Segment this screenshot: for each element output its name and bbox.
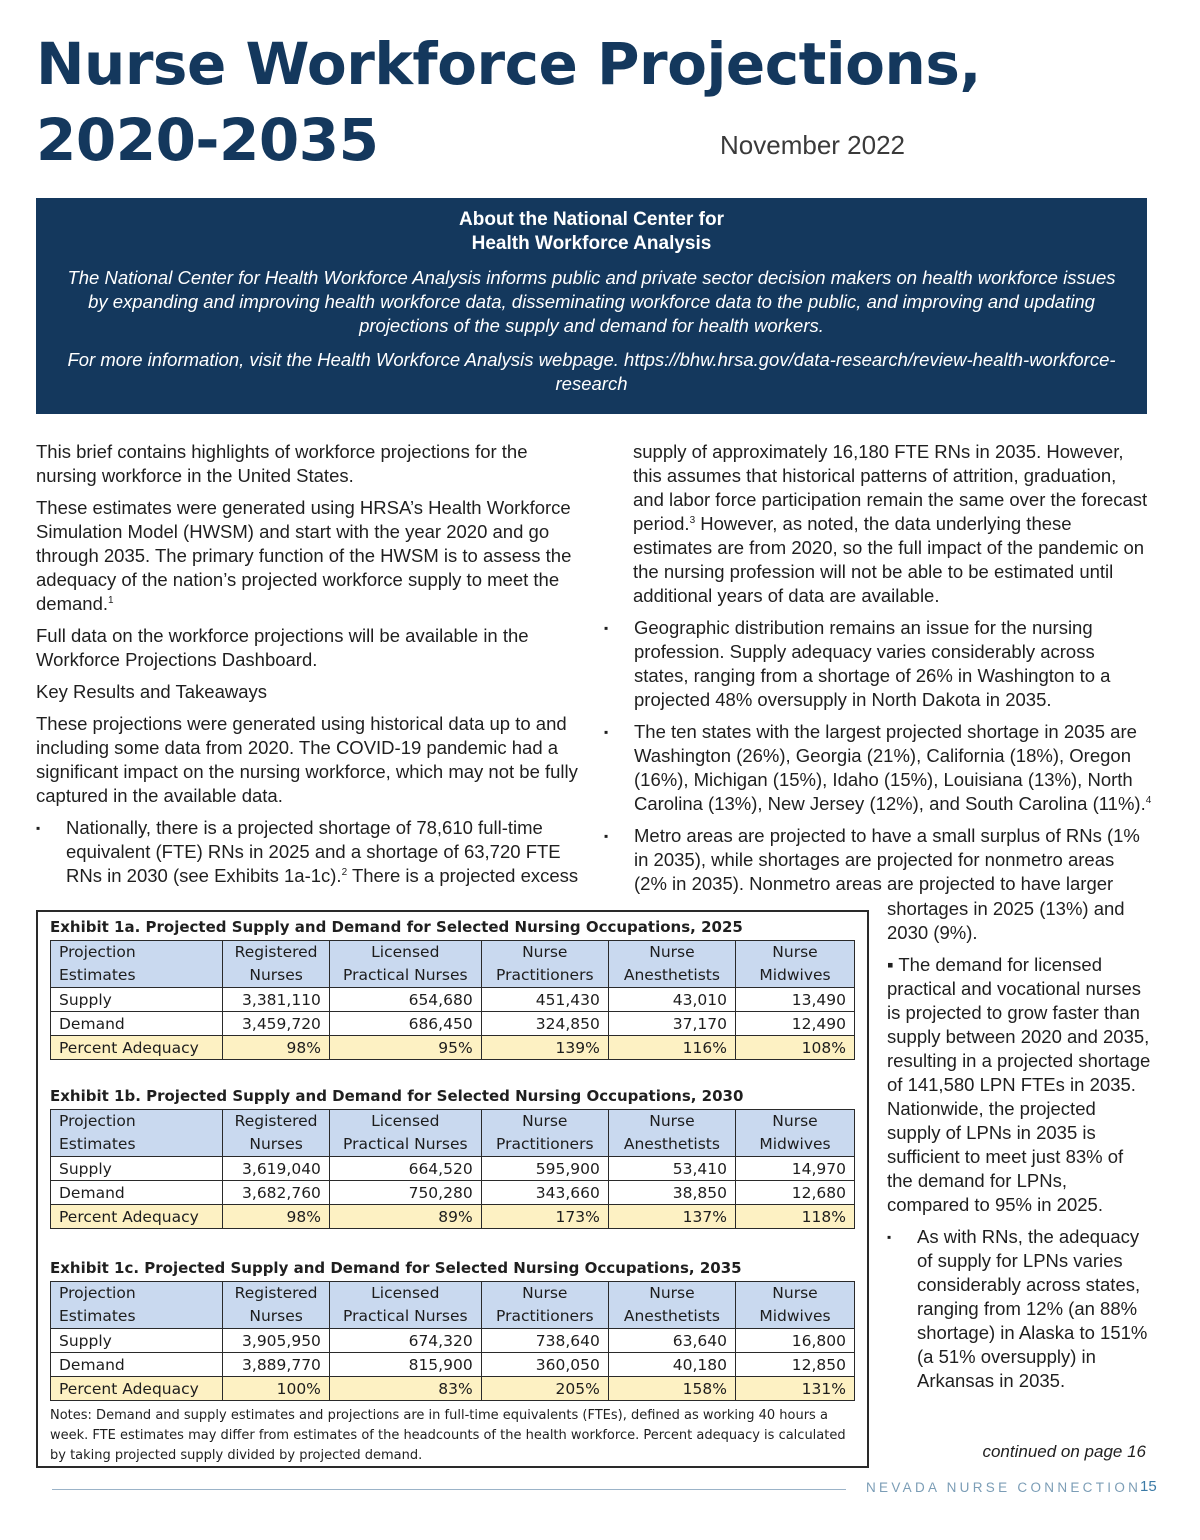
table-cell: 158%: [608, 1377, 735, 1401]
table-cell: 53,410: [608, 1157, 735, 1181]
table-cell: 137%: [608, 1205, 735, 1229]
table-cell: 83%: [329, 1377, 481, 1401]
table-header-row: [51, 1282, 855, 1329]
exhibit-title: Exhibit 1b. Projected Supply and Demand for Selected Nursing Occupations, 2030: [50, 1087, 744, 1105]
publication-date: November 2022: [720, 130, 905, 160]
column-header-line: Projection: [59, 1284, 136, 1302]
column-header: [223, 1282, 330, 1329]
table-cell: 118%: [736, 1205, 855, 1229]
column-header: [329, 1282, 481, 1329]
table-cell: 108%: [736, 1036, 855, 1060]
bullet-text: Nationally, there is a projected shortage of 78,610 full-time equivalent (FTE) RNs in 2025 and a shortage of 63,720 FTE RNs in 2030 (see Exhibits 1a-1c).: [66, 817, 561, 886]
table-cell: 674,320: [329, 1329, 481, 1353]
table-cell: 13,490: [736, 988, 855, 1012]
table-cell: 595,900: [481, 1157, 608, 1181]
column-header-line: Nurse: [649, 1284, 695, 1302]
exhibit-table: [50, 940, 855, 1060]
table-cell: 16,800: [736, 1329, 855, 1353]
nonmetro-cont: shortages in 2025 (13%) and 2030 (9%).: [887, 898, 1125, 943]
list-item: [36, 816, 588, 888]
about-title-line-1: About the National Center for: [459, 209, 724, 230]
title-line-2: 2020-2035: [36, 106, 379, 174]
table-cell: 360,050: [481, 1353, 608, 1377]
column-header: [608, 1282, 735, 1329]
column-header: [736, 1110, 855, 1157]
table-cell: 205%: [481, 1377, 608, 1401]
table-cell: 686,450: [329, 1012, 481, 1036]
table-cell: 12,680: [736, 1181, 855, 1205]
table-row: [51, 1157, 855, 1181]
table-cell: 343,660: [481, 1181, 608, 1205]
column-header-line: Nurse: [772, 943, 818, 961]
exhibit-title: Exhibit 1c. Projected Supply and Demand for Selected Nursing Occupations, 2035: [50, 1259, 742, 1277]
column-header: [51, 1282, 223, 1329]
hwsm-text: These estimates were generated using HRSA’s Health Workforce Simulation Model (HWSM) and start with the year 2020 and go through 2035. The primary function of the HWSM is to assess the adequacy of the nation’s projected workforce supply to meet the demand.: [36, 497, 572, 614]
list-item: ▪ Metro areas are projected to have a small surplus of RNs (1% in 2035), while shortages are projected for nonmetro areas (2% in 2035). Nonmetro areas are projected to have larger: [604, 824, 1152, 896]
bullet-list: [36, 816, 588, 888]
column-header: [608, 941, 735, 988]
continued-paragraph: [604, 440, 1152, 608]
lpn-paragraph: ▪ The demand for licensed practical and vocational nurses is projected to grow faster than supply between 2020 and 2035, resulting in a projected shortage of 141,580 LPN FTEs in 2035. Nationwide, the projected supply of LPNs in 2035 is sufficient to meet just 83% of the demand for LPNs, compared to 95% in 2025.: [887, 954, 1151, 1215]
bullet-text-cont: There is a projected excess: [347, 865, 579, 886]
table-cell: 451,430: [481, 988, 608, 1012]
column-header-line: Practical Nurses: [343, 1135, 468, 1153]
column-header-line: Licensed: [371, 943, 440, 961]
table-cell: 89%: [329, 1205, 481, 1229]
row-label: Demand: [51, 1012, 223, 1036]
table-row: [51, 988, 855, 1012]
table-cell: 750,280: [329, 1181, 481, 1205]
bullet-list: [887, 1225, 1152, 1393]
column-header: [223, 1110, 330, 1157]
bullet-list: [604, 616, 1152, 896]
column-header: [329, 941, 481, 988]
table-cell: 3,682,760: [223, 1181, 330, 1205]
row-label: Supply: [51, 1157, 223, 1181]
exhibits-box: [36, 910, 869, 1468]
table-cell: 815,900: [329, 1353, 481, 1377]
column-header: [736, 941, 855, 988]
table-row: [51, 1329, 855, 1353]
table-header-row: [51, 1110, 855, 1157]
column-header-line: Nurse: [522, 943, 568, 961]
column-header-line: Registered: [234, 1112, 318, 1130]
narrow-column: [887, 897, 1152, 1401]
table-cell: 324,850: [481, 1012, 608, 1036]
exhibit-table: [50, 1109, 855, 1229]
key-results-heading: Key Results and Takeaways: [36, 681, 268, 702]
list-item: ▪ Geographic distribution remains an issue for the nursing profession. Supply adequacy varies considerably across states, ranging from a shortage of 26% in Washington to a projected 48% oversupply in North Dakota in 2035.: [604, 616, 1152, 712]
column-header-line: Nurse: [649, 943, 695, 961]
column-header-line: Anesthetists: [623, 1135, 720, 1153]
table-cell: 738,640: [481, 1329, 608, 1353]
column-header: [481, 1282, 608, 1329]
table-cell: 654,680: [329, 988, 481, 1012]
column-header-line: Practical Nurses: [343, 1307, 468, 1325]
column-header: [736, 1282, 855, 1329]
bullet-text: The ten states with the largest projected shortage in 2035 are Washington (26%), Georgia (21%), California (18%), Oregon (16%), Michigan (15%), Idaho (15%), Louisiana (13%), North Carolina (13%), New Jersey (12%), and South Carolina (11%).: [634, 721, 1146, 814]
column-header: [608, 1110, 735, 1157]
row-label: Supply: [51, 988, 223, 1012]
table-cell: 139%: [481, 1036, 608, 1060]
table-row: [51, 1181, 855, 1205]
column-header-line: Nurse: [522, 1284, 568, 1302]
column-header-line: Midwives: [759, 1307, 831, 1325]
footnote-4: 4: [1145, 794, 1152, 806]
column-header-line: Nurse: [649, 1112, 695, 1130]
column-header: [481, 941, 608, 988]
column-header: [329, 1110, 481, 1157]
row-label: Percent Adequacy: [51, 1377, 223, 1401]
right-column: [604, 440, 1152, 904]
table-cell: 131%: [736, 1377, 855, 1401]
table-cell: 3,905,950: [223, 1329, 330, 1353]
table-cell: 95%: [329, 1036, 481, 1060]
column-header-line: Anesthetists: [623, 1307, 720, 1325]
table-row: [51, 1012, 855, 1036]
column-header-line: Midwives: [759, 966, 831, 984]
publication-name: NEVADA NURSE CONNECTION: [866, 1480, 1142, 1495]
title-line-1: Nurse Workforce Projections,: [36, 30, 981, 98]
list-item: [604, 720, 1152, 816]
table-cell: 40,180: [608, 1353, 735, 1377]
row-label: Percent Adequacy: [51, 1036, 223, 1060]
column-header-line: Practitioners: [496, 966, 594, 984]
column-header-line: Licensed: [371, 1284, 440, 1302]
column-header-line: Nurses: [249, 966, 303, 984]
column-header-line: Practitioners: [496, 1307, 594, 1325]
exhibit-table: [50, 1281, 855, 1401]
table-cell: 43,010: [608, 988, 735, 1012]
table-cell: 3,889,770: [223, 1353, 330, 1377]
table-cell: 38,850: [608, 1181, 735, 1205]
table-cell: 98%: [223, 1205, 330, 1229]
table-cell: 12,490: [736, 1012, 855, 1036]
footnote-2: 2: [341, 866, 348, 878]
column-header-line: Midwives: [759, 1135, 831, 1153]
table-row: [51, 1377, 855, 1401]
column-header-line: Projection: [59, 943, 136, 961]
column-header-line: Nurse: [522, 1112, 568, 1130]
table-cell: 3,381,110: [223, 988, 330, 1012]
row-label: Supply: [51, 1329, 223, 1353]
column-header-line: Nurses: [249, 1307, 303, 1325]
table-cell: 664,520: [329, 1157, 481, 1181]
column-header: [223, 941, 330, 988]
column-header: [51, 1110, 223, 1157]
column-header-line: Registered: [234, 943, 318, 961]
left-column: [36, 440, 588, 896]
column-header-line: Nurse: [772, 1284, 818, 1302]
table-cell: 98%: [223, 1036, 330, 1060]
about-title: [66, 208, 1117, 256]
list-item: ▪ As with RNs, the adequacy of supply for LPNs varies considerably across states, ranging from 12% (an 88% shortage) in Alaska to 151% (a 51% oversupply) in Arkansas in 2035.: [887, 1225, 1152, 1393]
table-notes: Notes: Demand and supply estimates and projections are in full-time equivalents (FTEs), defined as working 40 hours a week. FTE estimates may differ from estimates of the headcounts of the health workforce. Percent adequacy is calculated by taking projected supply divided by projected demand.: [50, 1408, 846, 1463]
column-header: [481, 1110, 608, 1157]
column-header: [51, 941, 223, 988]
table-cell: 3,619,040: [223, 1157, 330, 1181]
table-header-row: [51, 941, 855, 988]
continued-note: continued on page 16: [982, 1442, 1146, 1461]
continued-text-2: However, as noted, the data underlying these estimates are from 2020, so the full impact of the pandemic on the nursing profession will not be able to be estimated until additional years of data are available.: [633, 513, 1145, 606]
column-header-line: Estimates: [59, 1135, 136, 1153]
table-cell: 3,459,720: [223, 1012, 330, 1036]
table-cell: 173%: [481, 1205, 608, 1229]
dashboard-paragraph: Full data on the workforce projections will be available in the Workforce Projections Dashboard.: [36, 625, 529, 670]
column-header-line: Nurses: [249, 1135, 303, 1153]
footer-divider: [52, 1489, 846, 1490]
covid-paragraph: These projections were generated using historical data up to and including some data from 2020. The COVID-19 pandemic had a significant impact on the nursing workforce, which may not be fully captured in the available data.: [36, 713, 578, 806]
table-cell: 37,170: [608, 1012, 735, 1036]
footnote-3: 3: [689, 514, 696, 526]
row-label: Demand: [51, 1181, 223, 1205]
hwsm-paragraph: [36, 496, 588, 616]
column-header-line: Licensed: [371, 1112, 440, 1130]
about-description: The National Center for Health Workforce Analysis informs public and private sector decision makers on health workforce issues by expanding and improving health workforce data, disseminating workforce data to the public, and improving and updating projections of the supply and demand for health workers.: [67, 267, 1116, 336]
table-row: [51, 1036, 855, 1060]
intro-paragraph: This brief contains highlights of workforce projections for the nursing workforce in the United States.: [36, 441, 528, 486]
column-header-line: Practical Nurses: [343, 966, 468, 984]
about-more-info: For more information, visit the Health Workforce Analysis webpage. https://bhw.hrsa.gov/data-research/review-health-workforce-research: [67, 349, 1116, 394]
page-number: 15: [1140, 1478, 1157, 1495]
about-box: [36, 198, 1147, 414]
table-cell: 100%: [223, 1377, 330, 1401]
column-header-line: Estimates: [59, 1307, 136, 1325]
table-row: [51, 1353, 855, 1377]
exhibit-title: Exhibit 1a. Projected Supply and Demand for Selected Nursing Occupations, 2025: [50, 918, 743, 936]
footnote-1: 1: [108, 594, 114, 606]
table-cell: 63,640: [608, 1329, 735, 1353]
column-header-line: Projection: [59, 1112, 136, 1130]
column-header-line: Nurse: [772, 1112, 818, 1130]
column-header-line: Registered: [234, 1284, 318, 1302]
table-cell: 12,850: [736, 1353, 855, 1377]
table-cell: 14,970: [736, 1157, 855, 1181]
column-header-line: Anesthetists: [623, 966, 720, 984]
row-label: Demand: [51, 1353, 223, 1377]
table-cell: 116%: [608, 1036, 735, 1060]
column-header-line: Practitioners: [496, 1135, 594, 1153]
continued-text: supply of approximately 16,180 FTE RNs in 2035. However, this assumes that historical patterns of attrition, graduation, and labor force participation remain the same over the forecast period.: [633, 441, 1148, 534]
table-row: [51, 1205, 855, 1229]
about-title-line-2: Health Workforce Analysis: [471, 233, 712, 254]
row-label: Percent Adequacy: [51, 1205, 223, 1229]
column-header-line: Estimates: [59, 966, 136, 984]
